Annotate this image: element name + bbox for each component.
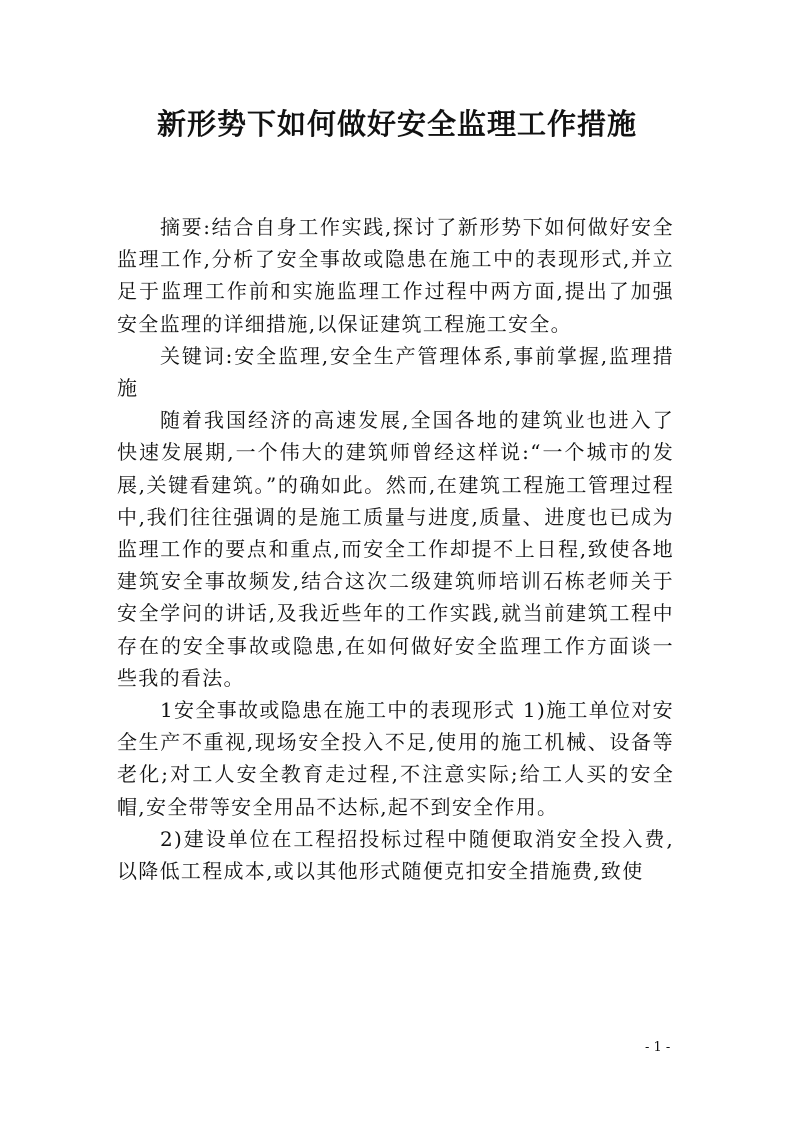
section-1-item-2-paragraph: 2)建设单位在工程招投标过程中随便取消安全投入费,以降低工程成本,或以其他形式随便克扣安全措施费,致使 [117, 826, 674, 884]
abstract-paragraph: 摘要:结合自身工作实践,探讨了新形势下如何做好安全监理工作,分析了安全事故或隐患在施工中的表现形式,并立足于监理工作前和实施监理工作过程中两方面,提出了加强安全监理的详细措施,以保证建筑工程施工安全。 [117, 215, 674, 336]
intro-paragraph: 随着我国经济的高速发展,全国各地的建筑业也进入了快速发展期,一个伟大的建筑师曾经这样说:“一个城市的发展,关键看建筑。”的确如此。然而,在建筑工程施工管理过程中,我们往往强调的是施工质量与进度,质量、进度也已成为监理工作的要点和重点,而安全工作却提不上日程,致使各地建筑安全事故频发,结合这次二级建筑师培训石栋老师关于安全学问的讲话,及我近些年的工作实践,就当前建筑工程中存在的安全事故或隐患,在如何做好安全监理工作方面谈一些我的看法。 [117, 408, 674, 690]
keywords-paragraph: 关键词:安全监理,安全生产管理体系,事前掌握,监理措施 [117, 343, 674, 401]
section-1-paragraph: 1安全事故或隐患在施工中的表现形式 1)施工单位对安全生产不重视,现场安全投入不足,使用的施工机械、设备等老化;对工人安全教育走过程,不注意实际;给工人买的安全帽,安全带等安全用品不达标,起不到安全作用。 [117, 698, 674, 819]
document-title: 新形势下如何做好安全监理工作措施 [156, 107, 637, 141]
page-number: - 1 - [645, 1040, 671, 1055]
document-body [117, 211, 674, 887]
